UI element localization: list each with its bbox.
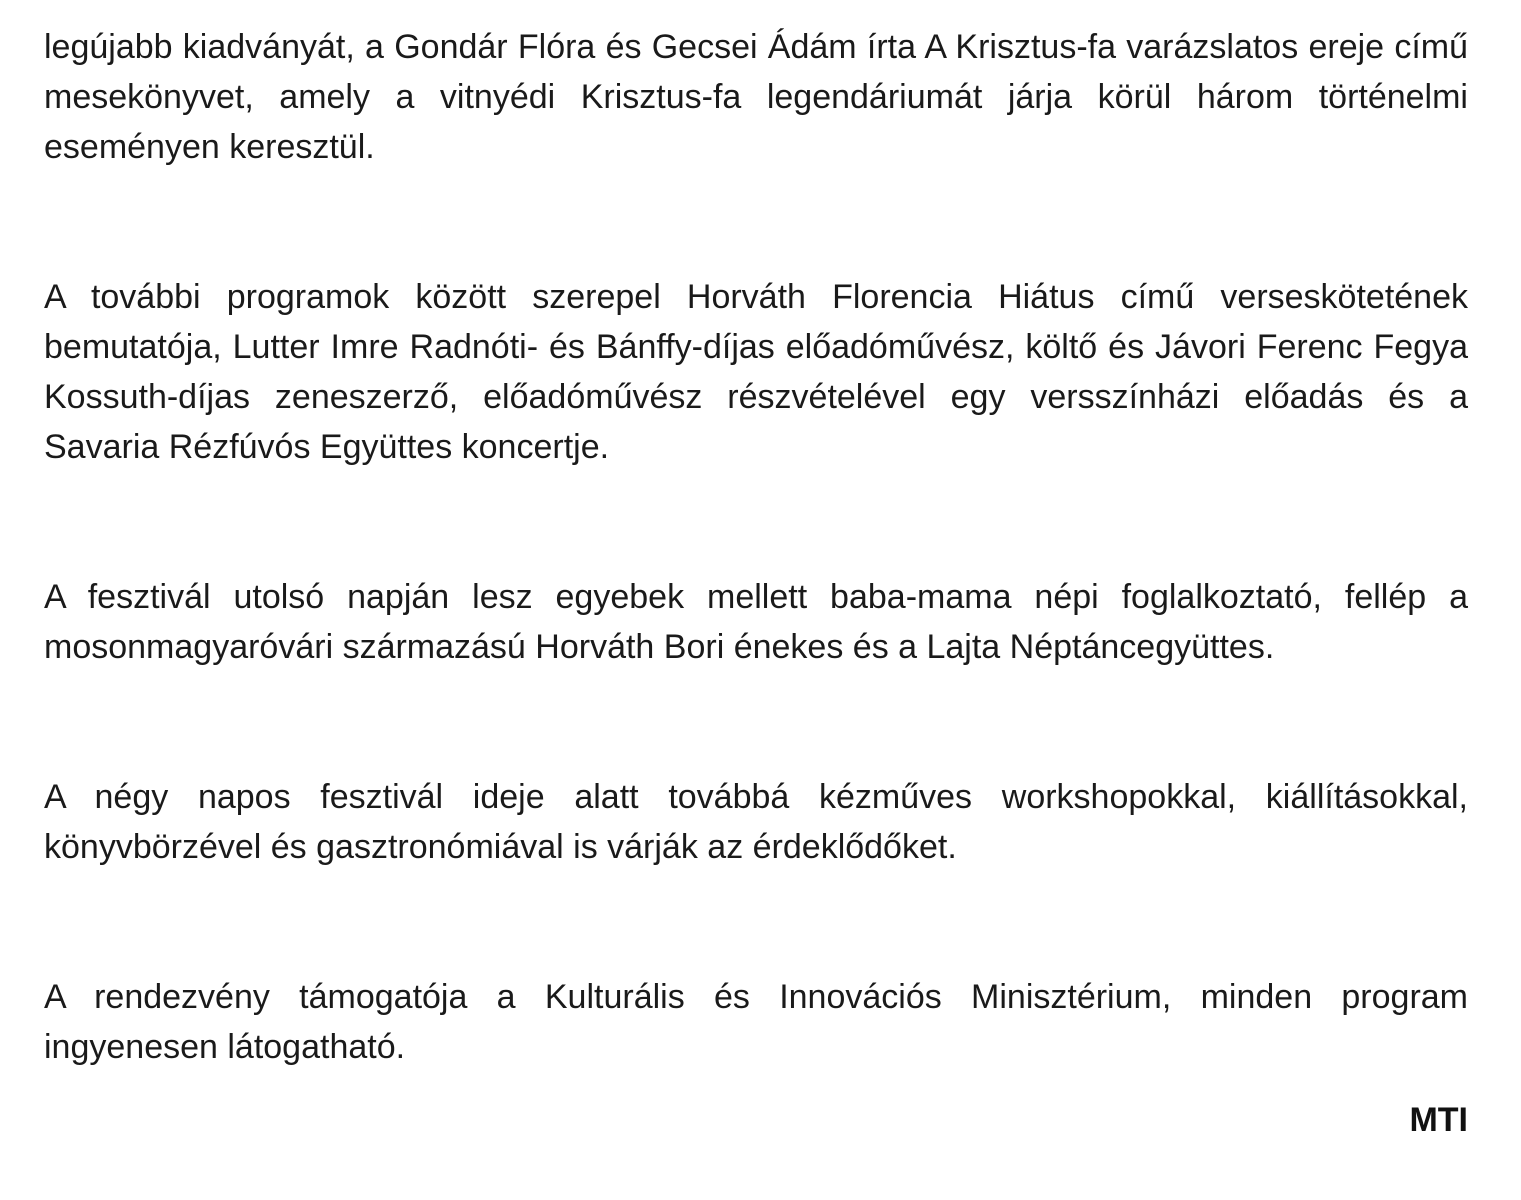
paragraph-2: A további programok között szerepel Horváth Florencia Hiátus című verseskötetének bemutatója, Lutter Imre Radnóti- és Bánffy-díjas előadóművész, költő és Jávori Ferenc Fegya Kossuth-díjas zeneszerző, előadóművész részvételével egy versszínházi előadás és a Savaria Rézfúvós Együttes koncertje.	[44, 278, 1468, 466]
paragraph-3: A fesztivál utolsó napján lesz egyebek mellett baba-mama népi foglalkoztató, fellép a mosonmagyaróvári származású Horváth Bori énekes és a Lajta Néptáncegyüttes.	[44, 578, 1468, 666]
paragraph-gap	[44, 472, 1468, 572]
paragraph-gap	[44, 872, 1468, 972]
paragraph-4: A négy napos fesztivál ideje alatt továbbá kézműves workshopokkal, kiállításokkal, könyvbörzével és gasztronómiával is várják az érdeklődőket.	[44, 778, 1468, 866]
article-body	[44, 22, 1468, 1072]
paragraph-gap	[44, 172, 1468, 272]
paragraph-1: legújabb kiadványát, a Gondár Flóra és Gecsei Ádám írta A Krisztus-fa varázslatos ereje című mesekönyvet, amely a vitnyédi Krisztus-fa legendáriumát járja körül három történelmi eseményen keresztül.	[44, 28, 1468, 166]
paragraph-5: A rendezvény támogatója a Kulturális és Innovációs Minisztérium, minden program ingyenesen látogatható.	[44, 978, 1468, 1066]
signature-mti: MTI	[1409, 1101, 1468, 1139]
paragraph-gap	[44, 672, 1468, 772]
